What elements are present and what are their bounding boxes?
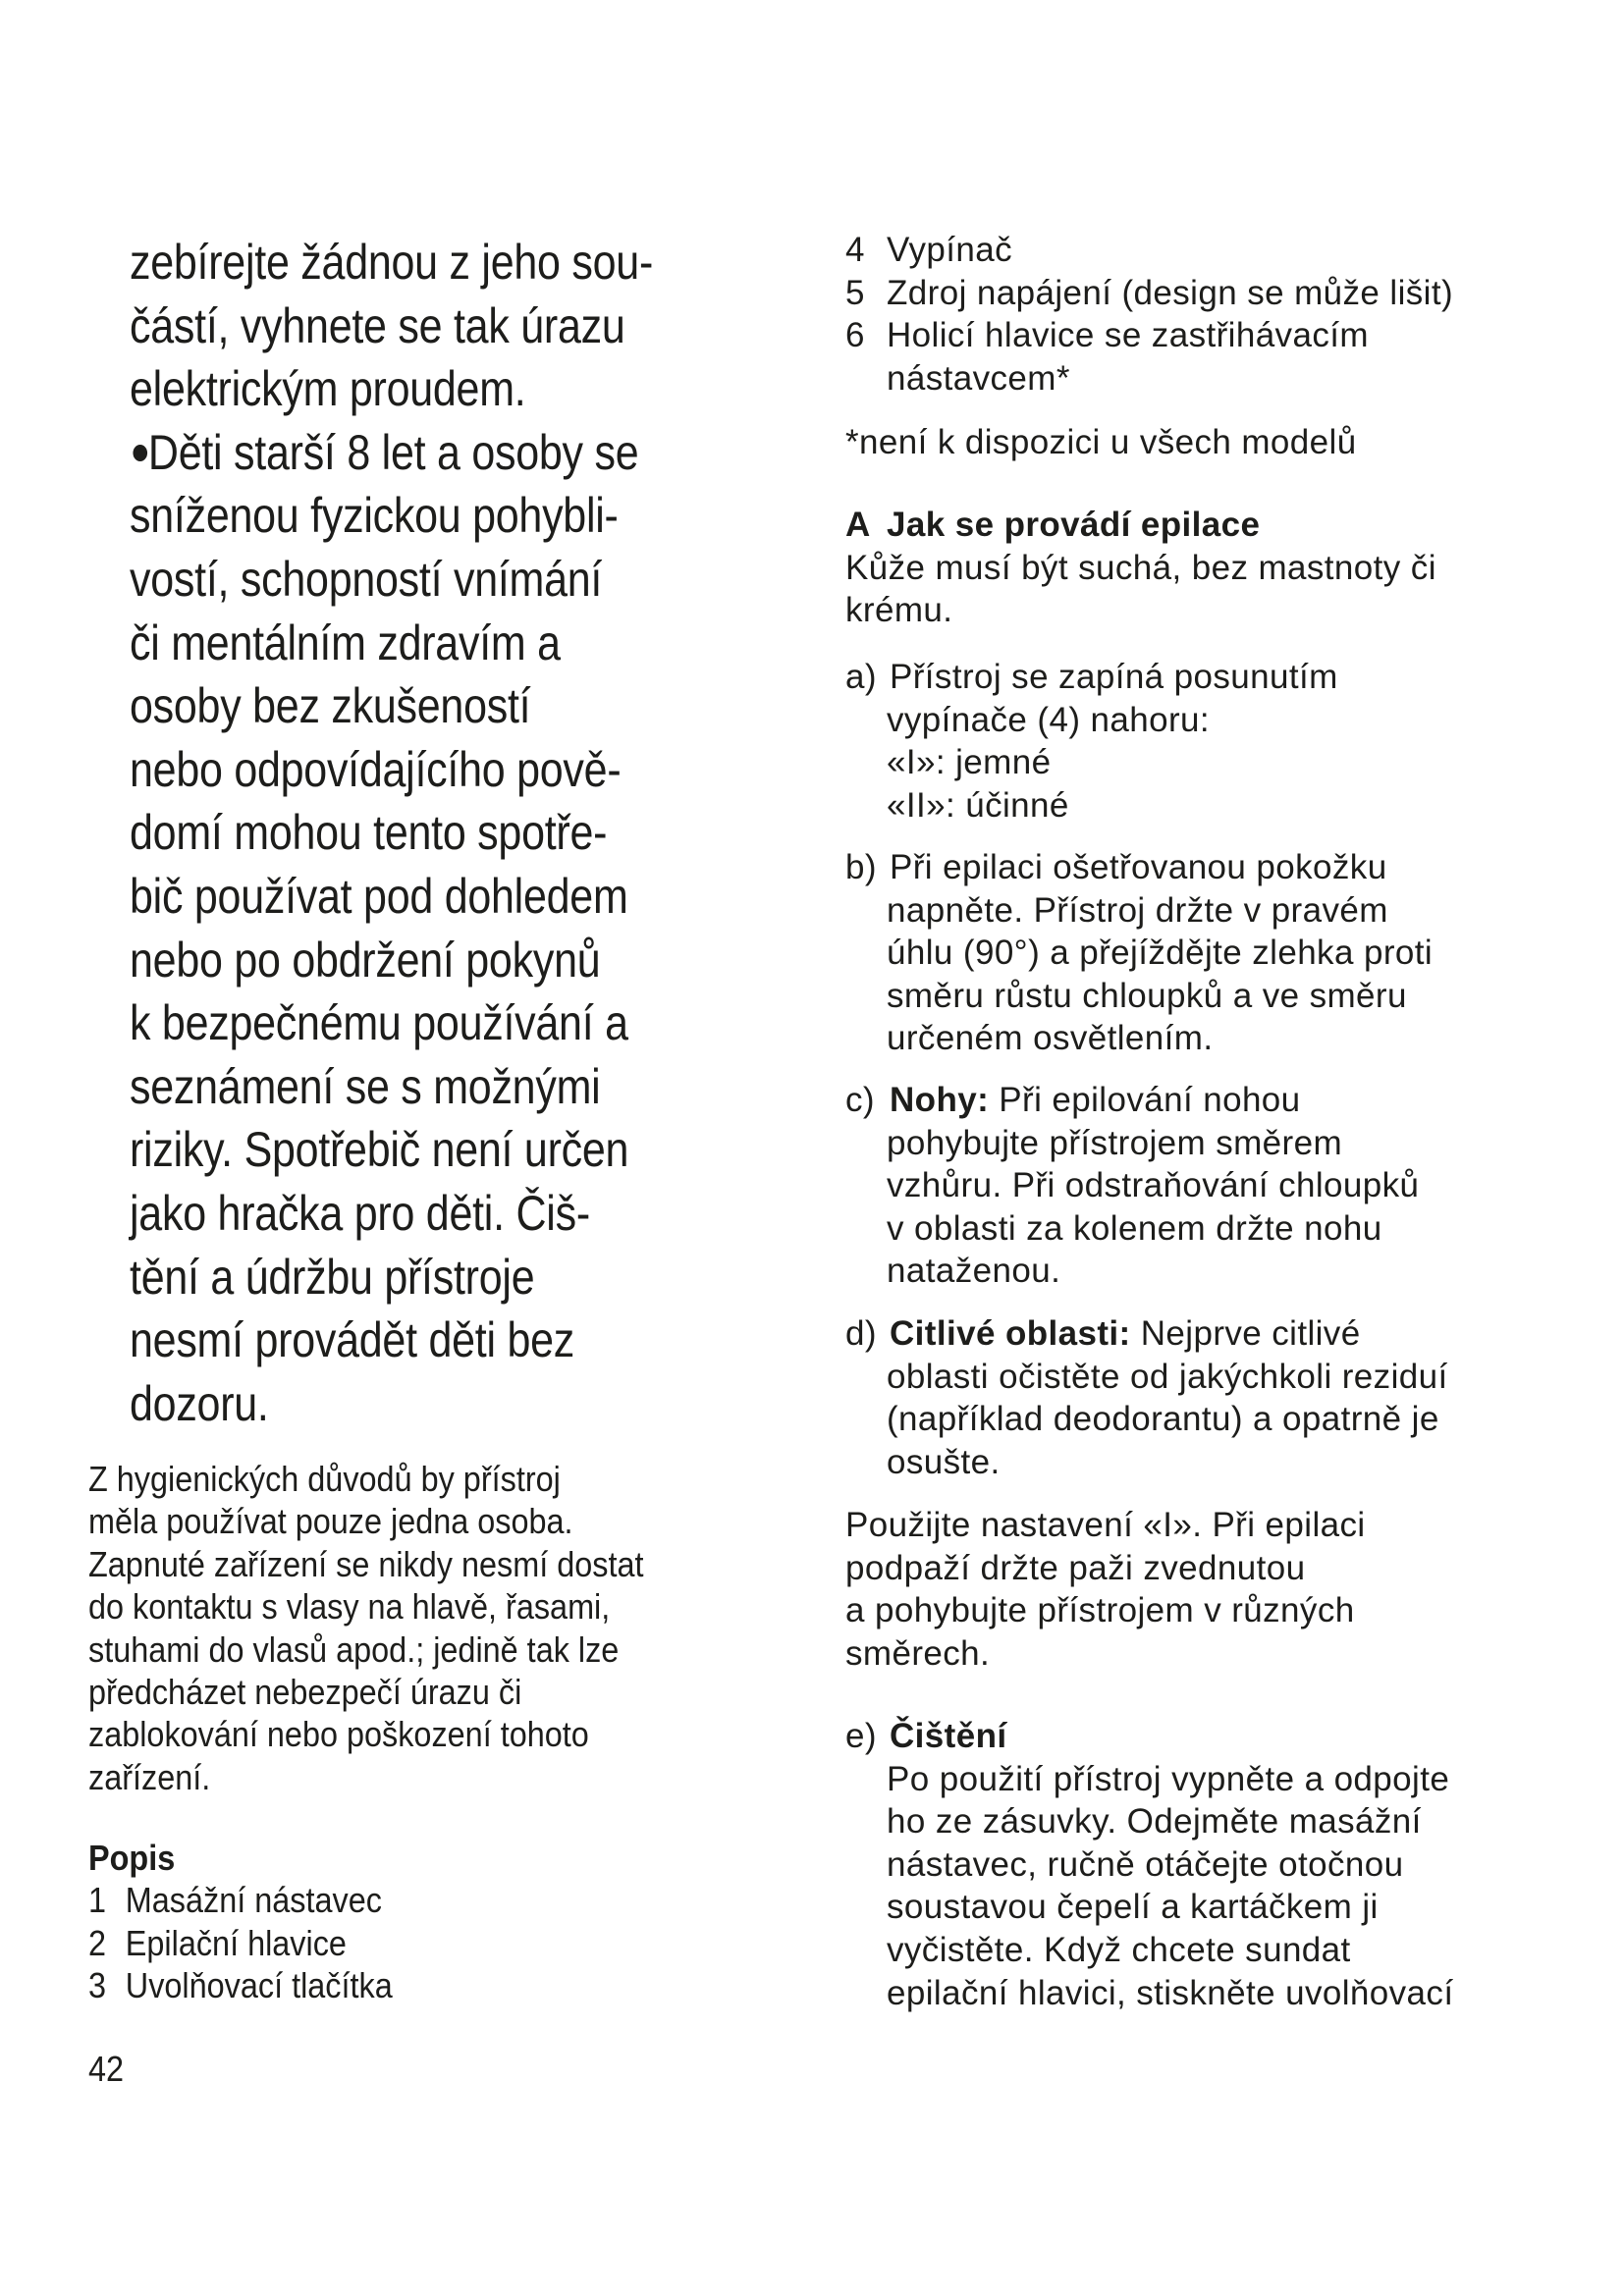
text-line: nesmí provádět děti bez [130,1312,575,1368]
step-line: oblasti očistěte od jakýchkoli reziduí [887,1357,1448,1396]
intro-line: krému. [845,591,953,630]
step-text-start: Nejprve citlivé [1130,1314,1361,1353]
text-line: k bezpečnému používání a [130,995,628,1051]
step-text-start: Při epilování nohou [989,1081,1301,1119]
item-label: Uvolňovací tlačítka [125,1965,393,2006]
list-item [845,229,1453,272]
text-line: riziky. Spotřebič není určen [130,1122,629,1178]
step-keyword: Citlivé oblasti: [890,1314,1131,1353]
text-line: Použijte nastavení «I». Při epilaci [845,1506,1366,1544]
item-number: 3 [88,1965,107,2006]
step-d [845,1312,1448,1483]
item-label: nástavcem* [887,358,1070,398]
item-label: Masážní nástavec [125,1880,382,1921]
step-line: v oblasti za kolenem držte nohu [887,1208,1382,1248]
footnote: *není k dispozici u všech modelů [845,423,1357,461]
text-line: tění a údržbu přístroje [130,1249,535,1305]
text-line: zařízení. [88,1756,211,1797]
step-a [845,656,1338,827]
text-line: dozoru. [130,1375,269,1431]
cleaning-step [845,1715,1453,2014]
text-line: bič používat pod dohledem [130,868,628,924]
step-line: osušte. [887,1442,1001,1481]
text-line: zablokování nebo poškození tohoto [88,1714,589,1755]
step-label: a) [845,658,877,696]
text-line: seznámení se s možnými [130,1058,601,1114]
step-line: nástavec, ručně otáčejte otočnou [887,1844,1404,1884]
step-line: ho ze zásuvky. Odejměte masážní [887,1802,1422,1842]
list-item [88,1964,393,2006]
step-line: vyčistěte. Když chcete sundat [887,1930,1351,1969]
list-item [845,357,1453,400]
text-line: Z hygienických důvodů by přístroj [88,1459,561,1499]
step-label: d) [845,1314,877,1353]
text-line: zebírejte žádnou z jeho sou- [130,235,654,290]
page-number: 42 [88,2049,125,2089]
step-line: vzhůru. Při odstraňování chloupků [887,1166,1420,1205]
step-first-line [845,846,1433,889]
item-number: 6 [845,316,865,355]
bullet-icon [133,445,147,461]
list-item [845,314,1453,357]
armpit-paragraph [845,1504,1366,1675]
text-line: vostí, schopností vnímání [130,551,603,607]
text-line: nebo odpovídajícího pově- [130,741,622,797]
step-line: «I»: jemné [887,743,1052,782]
intro-line: Kůže musí být suchá, bez mastnoty či [845,548,1436,587]
cleaning-title: Čištění [890,1717,1007,1755]
hygiene-paragraph [88,1458,644,1798]
text-line: stuhami do vlasů apod.; jedině tak lze [88,1629,620,1670]
description-heading: Popis [88,1838,176,1878]
step-line: vypínače (4) nahoru: [887,700,1211,739]
text-line: Zapnuté zařízení se nikdy nesmí dostat [88,1543,644,1584]
section-a [845,504,1436,632]
list-item [88,1879,393,1921]
step-line: soustavou čepelí a kartáčkem ji [887,1888,1379,1927]
step-line: nataženou. [887,1252,1061,1291]
section-letter: A [845,506,871,544]
safety-warning-text [130,231,653,1435]
step-first-line [845,1312,1448,1356]
step-first-line [845,656,1338,699]
text-line: sníženou fyzickou pohybli- [130,488,619,544]
text-line: do kontaktu s vlasy na hlavě, řasami, [88,1586,611,1628]
text-line: měla používat pouze jedna osoba. [88,1501,573,1542]
item-number: 5 [845,273,865,312]
step-text [890,1312,1361,1356]
item-label: Epilační hlavice [125,1922,347,1963]
item-label: Holicí hlavice se zastřihávacím [887,316,1369,355]
step-c [845,1079,1419,1293]
step-b [845,846,1433,1060]
step-text [890,656,1338,699]
text-line: částí, vyhnete se tak úrazu [130,297,625,353]
text-line: předcházet nebezpečí úrazu či [88,1672,522,1713]
step-line: směru růstu chloupků a ve směru [887,976,1407,1015]
step-line: «II»: účinné [887,785,1069,825]
step-label: b) [845,848,877,886]
text-line: jako hračka pro děti. Čiš- [130,1185,590,1241]
text-line: elektrickým proudem. [130,361,526,417]
step-line: určeném osvětlením. [887,1019,1214,1058]
section-title: Jak se provádí epilace [887,506,1261,544]
text-line: nebo po obdržení pokynů [130,932,601,988]
text-line: osoby bez zkušeností [130,678,531,734]
item-number: 4 [845,231,865,269]
item-number: 2 [88,1922,107,1963]
step-text-start: Přístroj se zapíná posunutím [890,658,1338,696]
text-line: či mentálním zdravím a [130,614,561,670]
description-list-left [88,1837,393,2007]
step-label: e) [845,1717,877,1755]
step-line: epilační hlavici, stiskněte uvolňovací [887,1973,1454,2012]
item-number [845,357,887,400]
item-number: 1 [88,1880,107,1921]
step-text-start: Při epilaci ošetřovanou pokožku [890,848,1387,886]
step-line: (například deodorantu) a opatrně je [887,1400,1439,1439]
text-line: a pohybujte přístrojem v různých [845,1591,1355,1630]
step-keyword: Nohy: [890,1081,990,1119]
list-item [88,1922,393,1964]
description-list-right [845,229,1453,400]
step-first-line [845,1079,1419,1122]
text-line: podpaží držte paži zvednutou [845,1548,1306,1587]
item-label: Vypínač [887,231,1012,269]
step-text [890,1079,1301,1122]
step-label: c) [845,1081,875,1119]
text-line: směrech. [845,1633,991,1673]
text-line: domí mohou tento spotře- [130,805,608,861]
text-line: Děti starší 8 let a osoby se [130,421,653,485]
step-line: Po použití přístroj vypněte a odpojte [887,1759,1450,1798]
step-line: pohybujte přístrojem směrem [887,1123,1343,1162]
section-a-heading [845,504,1436,547]
step-line: úhlu (90°) a přejíždějte zlehka proti [887,934,1434,973]
item-label: Zdroj napájení (design se může lišit) [887,273,1454,312]
list-item [845,272,1453,315]
step-text [890,846,1387,889]
step-line: napněte. Přístroj držte v pravém [887,890,1388,930]
